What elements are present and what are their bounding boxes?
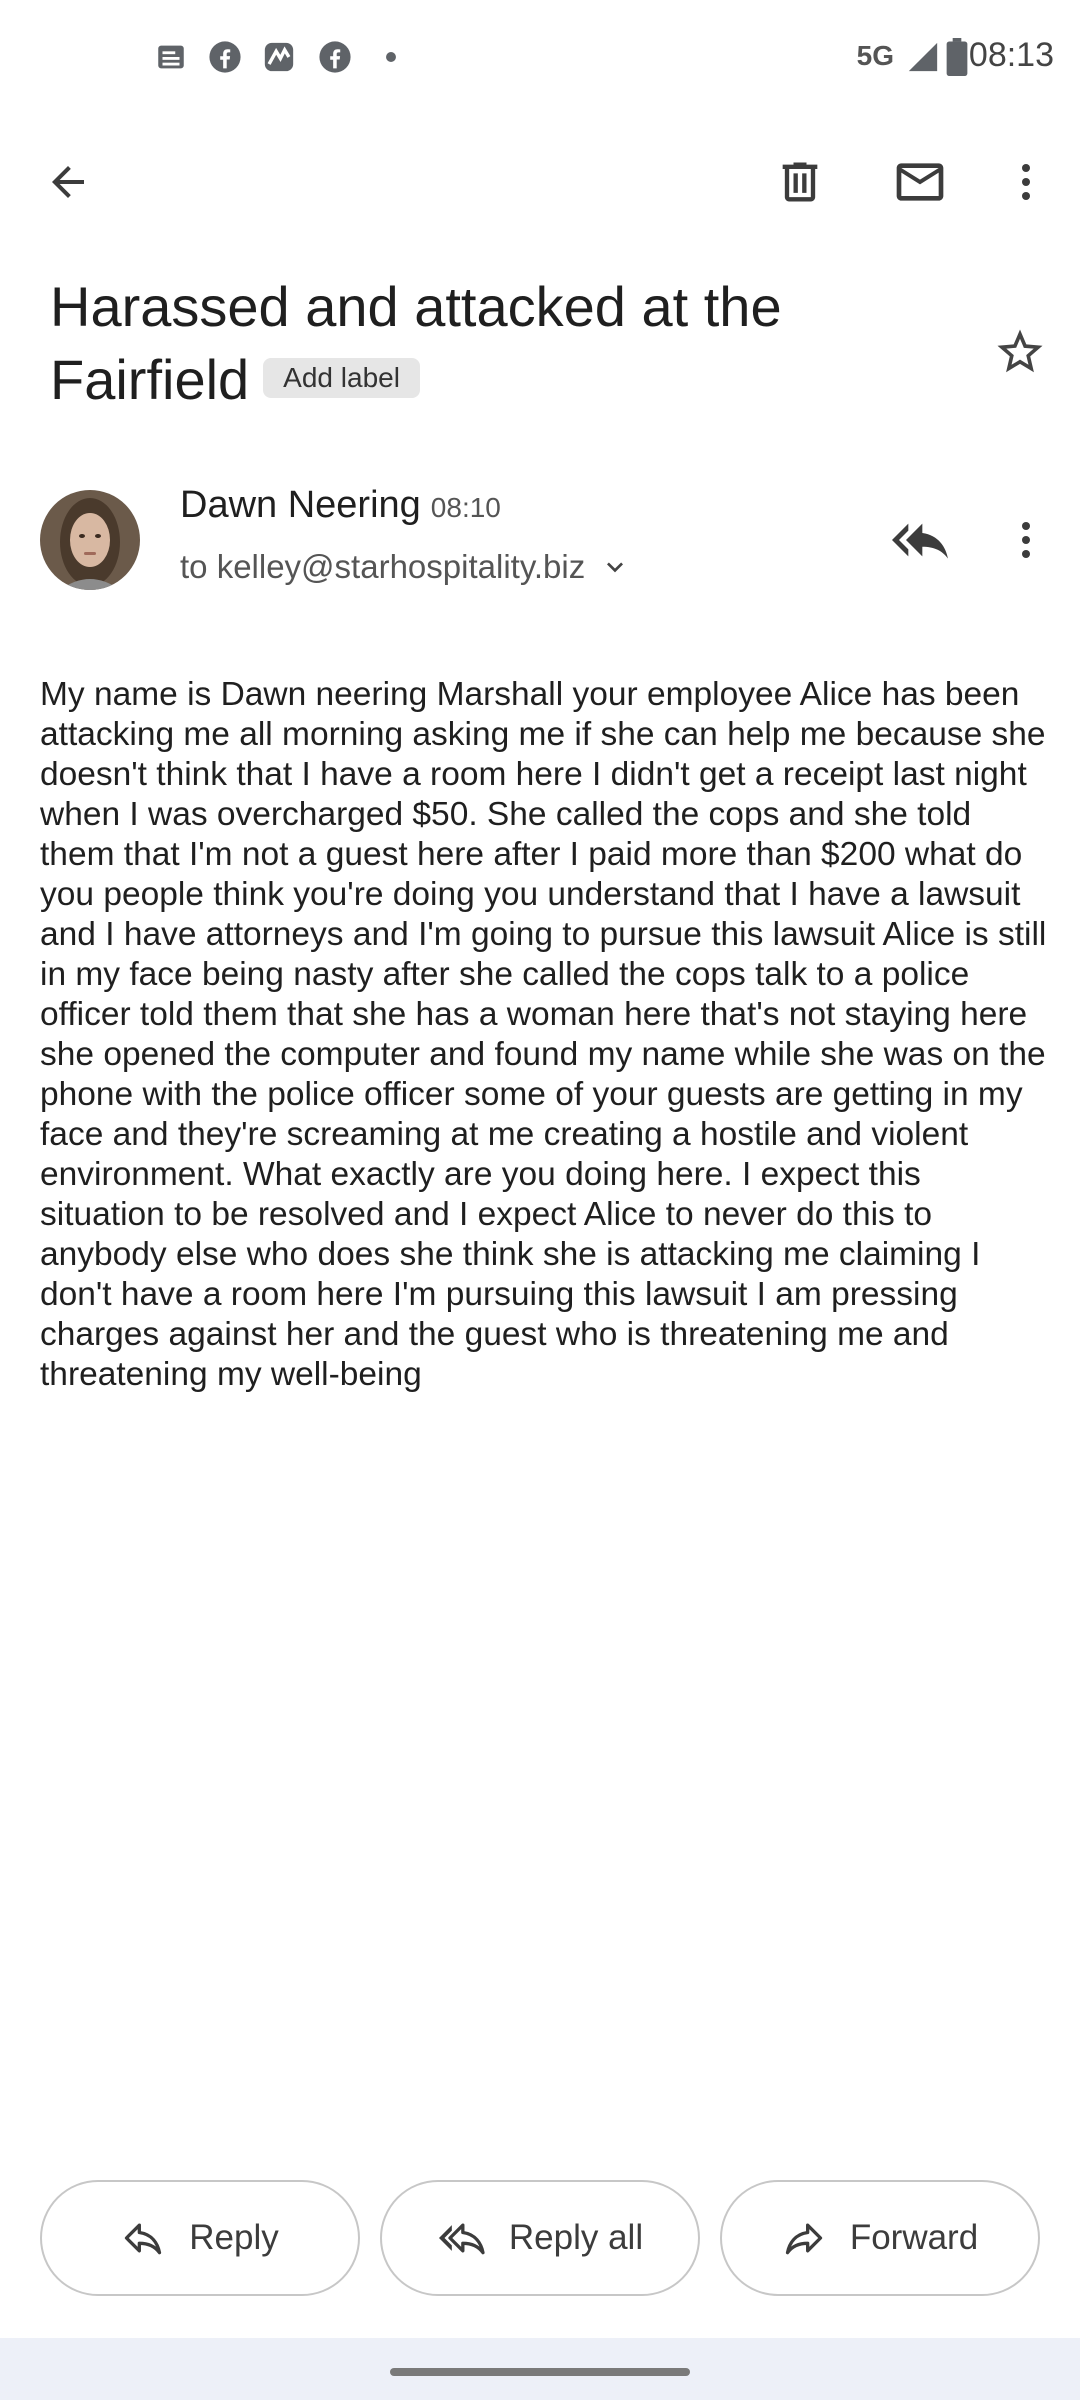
forward-icon (782, 2216, 826, 2260)
more-vert-icon (1002, 516, 1050, 564)
reply-all-quick-button[interactable] (880, 500, 960, 580)
reply-label: Reply (189, 2218, 279, 2257)
subject-title: Harassed and attacked at the Fairfield (50, 275, 782, 411)
signal-icon (906, 40, 940, 74)
clock: 08:13 (968, 36, 1054, 74)
network-type: 5G (856, 40, 894, 71)
back-button[interactable] (28, 142, 108, 222)
add-label-chip[interactable]: Add label (263, 358, 420, 398)
avatar-photo-icon (40, 490, 140, 590)
delete-button[interactable] (760, 142, 840, 222)
sender-avatar[interactable] (40, 490, 140, 590)
message-more-options-button[interactable] (986, 500, 1066, 580)
navigation-bar (0, 2338, 1080, 2400)
more-options-button[interactable] (986, 142, 1066, 222)
more-vert-icon (1002, 158, 1050, 206)
sender-line (180, 484, 501, 527)
facebook-notification-icon (318, 40, 352, 74)
more-notifications-dot-icon (374, 40, 408, 74)
email-subject (50, 270, 930, 416)
forward-button[interactable] (720, 2180, 1040, 2296)
recipient-text: to kelley@starhospitality.biz (180, 548, 586, 585)
app-notification-icon (262, 40, 296, 74)
reply-all-icon (892, 512, 948, 568)
reply-button[interactable] (40, 2180, 360, 2296)
status-bar (0, 0, 1080, 118)
reply-all-label: Reply all (508, 2218, 644, 2257)
arrow-back-icon (44, 158, 92, 206)
home-gesture-handle[interactable] (390, 2368, 690, 2376)
news-notification-icon (154, 40, 188, 74)
sender-name[interactable]: Dawn Neering (180, 484, 421, 526)
email-body: My name is Dawn neering Marshall your employee Alice has been attacking me all morning asking me if she can help me because she doesn't think that I have a room here I didn't get a receipt last night when I was overcharged $50. She called the cops and she told them that I'm not a guest here after I paid more than $200 what do you people think you're doing you understand that I have a lawsuit and I have attorneys and I'm going to pursue this lawsuit Alice is still in my face being nasty after she called the cops talk to a police officer told them that she has a woman here that's not staying here she opened the computer and found my name while she was on the phone with the police officer some of your guests are getting in my face and they're screaming at me creating a hostile and violent environment. What exactly are you doing here. I expect this situation to be resolved and I expect Alice to never do this to anybody else who does she think she is attacking me claiming I don't have a room here I'm pursuing this lawsuit I am pressing charges against her and the guest who is threatening me and threatening my well-being (40, 676, 1047, 1393)
reply-icon (121, 2216, 165, 2260)
facebook-notification-icon (208, 40, 242, 74)
forward-label: Forward (849, 2218, 979, 2257)
mail-icon (892, 154, 948, 210)
sent-time: 08:10 (430, 492, 501, 523)
reply-all-button[interactable] (380, 2180, 700, 2296)
recipient-details[interactable] (180, 548, 631, 586)
star-button[interactable] (980, 312, 1060, 392)
reply-all-icon (437, 2216, 485, 2260)
battery-icon (946, 38, 968, 76)
star-outline-icon (993, 325, 1047, 379)
trash-icon (774, 156, 826, 208)
mark-unread-button[interactable] (880, 142, 960, 222)
chevron-down-icon[interactable] (599, 551, 631, 583)
